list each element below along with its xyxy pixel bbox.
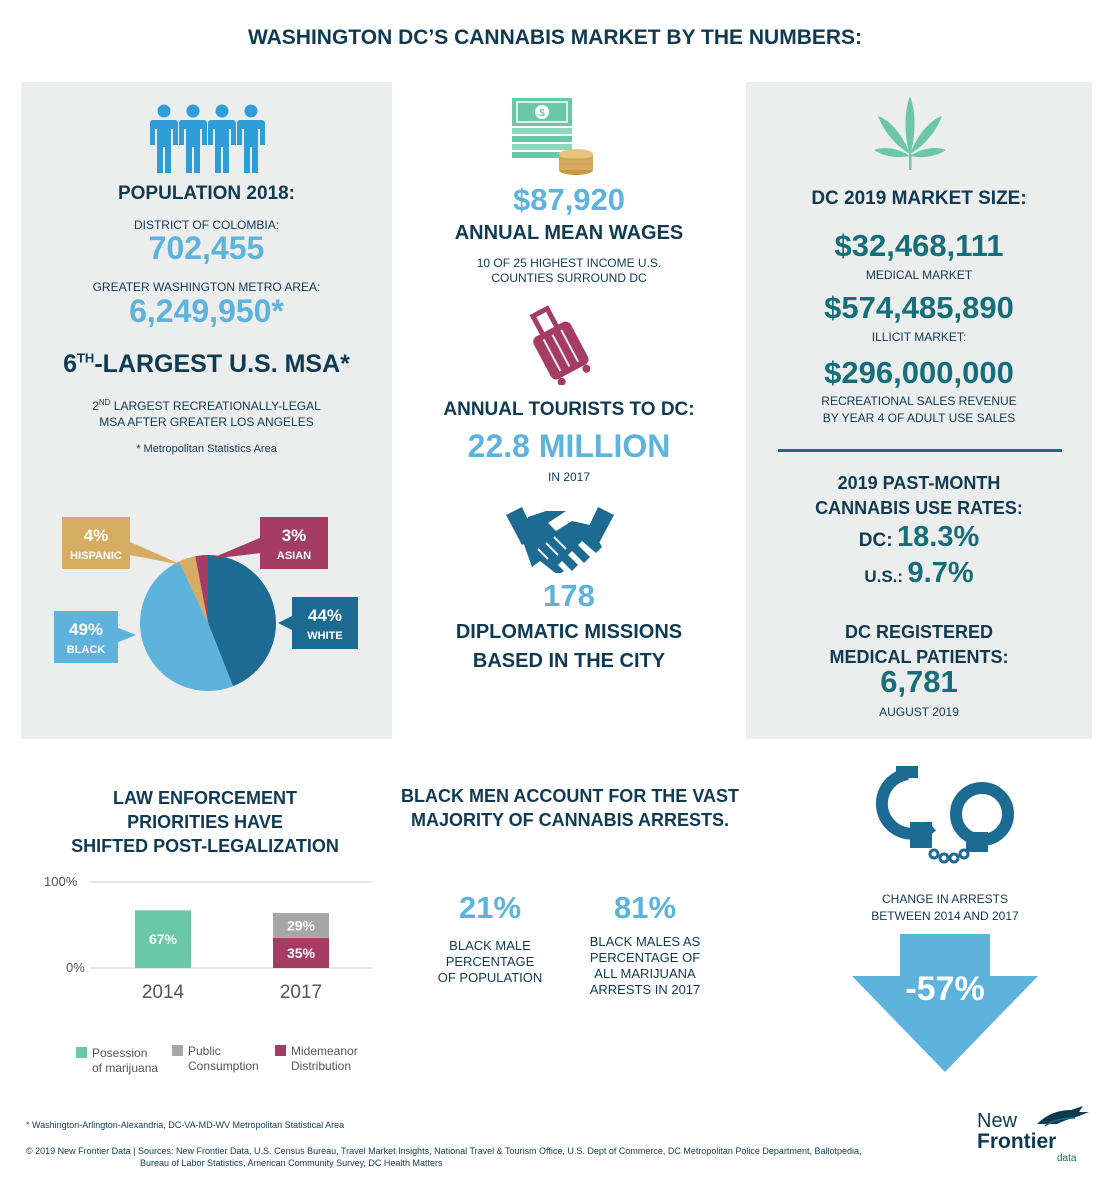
wages-note — [392, 256, 746, 286]
wages-label: ANNUAL MEAN WAGES — [454, 222, 684, 244]
cannabis-leaf-icon — [872, 94, 948, 172]
black-male-arrests-label — [570, 934, 720, 998]
black-male-arrests-value: 81% — [613, 890, 677, 925]
x-tick-2017: 2017 — [279, 982, 323, 1003]
market-divider — [778, 449, 1062, 452]
page-title: WASHINGTON DC’S CANNABIS MARKET BY THE NUMBERS: — [247, 26, 863, 49]
new-frontier-logo — [975, 1106, 1095, 1166]
change-label-2: BETWEEN 2014 AND 2017 — [871, 909, 1019, 923]
missions-label-2: BASED IN THE CITY — [472, 650, 666, 672]
ethnicity-pie-chart — [40, 505, 380, 720]
handcuffs-icon — [872, 762, 1024, 872]
logo-new: New — [977, 1110, 1018, 1132]
hispanic-name: HISPANIC — [70, 550, 122, 562]
us-label: U.S.: — [864, 567, 904, 586]
white-pct: 44% — [307, 606, 343, 625]
wages-value: $87,920 — [512, 182, 626, 217]
second-super: ND — [98, 398, 111, 407]
msa-rest: -LARGEST U.S. MSA* — [94, 350, 350, 378]
metro-value: 6,249,950* — [129, 293, 284, 329]
msa-prefix: 6 — [63, 350, 77, 378]
use-heading-1: 2019 PAST-MONTH — [837, 473, 1001, 493]
legend-posession-1: Posession — [92, 1046, 148, 1060]
logo-data: data — [1057, 1153, 1077, 1164]
second-prefix: 2 — [92, 399, 99, 413]
population-heading: POPULATION 2018: — [117, 183, 296, 204]
dc-use-rate — [746, 521, 1092, 554]
patients-value: 6,781 — [880, 664, 958, 699]
legend-swatch-public — [172, 1045, 183, 1056]
wages-note-1: 10 OF 25 HIGHEST INCOME U.S. — [476, 256, 662, 270]
asian-name: ASIAN — [276, 550, 312, 562]
black-pct: 49% — [68, 620, 104, 639]
legend-public-1: Public — [188, 1044, 221, 1058]
use-heading-2: CANNABIS USE RATES: — [815, 498, 1023, 518]
dc-value: 18.3% — [897, 521, 980, 553]
tourists-value: 22.8 MILLION — [467, 428, 671, 464]
patients-heading-1: DC REGISTERED — [844, 622, 994, 642]
y-tick-0: 0% — [66, 960, 85, 975]
pop-label-2: PERCENTAGE — [445, 954, 535, 969]
pie-label-white — [278, 597, 358, 649]
arr-label-4: ARRESTS IN 2017 — [589, 982, 701, 997]
patients-heading-2: MEDICAL PATIENTS: — [829, 647, 1009, 667]
arr-label-2: PERCENTAGE OF — [589, 950, 701, 965]
rec-value: $296,000,000 — [824, 355, 1014, 390]
change-label — [830, 891, 1060, 925]
white-name: WHITE — [307, 630, 343, 642]
bar-label-2014-series-0: 67% — [148, 931, 178, 948]
pop-label-1: BLACK MALE — [449, 938, 531, 953]
x-tick-2014: 2014 — [141, 982, 185, 1003]
law-heading — [40, 786, 370, 858]
arrests-heading-2: MAJORITY OF CANNABIS ARRESTS. — [410, 810, 730, 830]
legend-posession-2: of marijuana — [92, 1061, 159, 1075]
rec-label — [746, 393, 1092, 427]
legend-distribution-1: Midemeanor — [291, 1044, 358, 1058]
hispanic-pct: 4% — [83, 526, 109, 545]
change-value: -57% — [905, 970, 985, 1008]
us-value: 9.7% — [907, 557, 974, 589]
law-heading-2: PRIORITIES HAVE — [127, 812, 283, 832]
second-line2: MSA AFTER GREATER LOS ANGELES — [99, 415, 314, 429]
legend-swatch-distribution — [275, 1045, 286, 1056]
handshake-icon — [506, 503, 614, 573]
logo-frontier: Frontier — [977, 1130, 1057, 1153]
arr-label-3: ALL MARIJUANA — [594, 966, 696, 981]
medical-label: MEDICAL MARKET — [865, 268, 973, 282]
black-name: BLACK — [66, 644, 106, 656]
arrests-bar-chart — [40, 868, 380, 1088]
illicit-label: ILLICIT MARKET: — [871, 330, 967, 344]
footer-sources — [26, 1145, 926, 1169]
use-heading — [746, 471, 1092, 521]
arr-label-1: BLACK MALES AS — [589, 934, 701, 949]
district-label: DISTRICT OF COLOMBIA: — [133, 218, 280, 232]
rec-label-2: BY YEAR 4 OF ADULT USE SALES — [822, 411, 1016, 425]
patients-note: AUGUST 2019 — [879, 705, 959, 719]
asian-pct: 3% — [281, 526, 307, 545]
msa-super: TH — [76, 350, 95, 366]
horse-logo-icon — [1035, 1106, 1091, 1128]
law-heading-3: SHIFTED POST-LEGALIZATION — [71, 836, 339, 856]
svg-text:$: $ — [539, 108, 545, 119]
black-male-pop-value: 21% — [458, 890, 522, 925]
second-largest-note — [21, 395, 392, 430]
second-rest: LARGEST RECREATIONALLY-LEGAL — [110, 399, 321, 413]
legend — [76, 1044, 358, 1075]
people-icon — [150, 103, 268, 173]
footer-sources-1: © 2019 New Frontier Data | Sources: New Frontier Data, U.S. Census Bureau, Travel Market Insights, National Travel & Tourism Office, U.S. Dept of Commerce, DC Metropolitan Police Department, Ballotpedia, — [26, 1146, 862, 1156]
msa-footnote: * Metropolitan Statistics Area — [136, 443, 277, 455]
arrests-heading — [380, 784, 760, 832]
legend-public-2: Consumption — [188, 1059, 259, 1073]
us-use-rate — [746, 557, 1092, 590]
pop-label-3: OF POPULATION — [437, 970, 543, 985]
arrests-heading-1: BLACK MEN ACCOUNT FOR THE VAST — [401, 786, 739, 806]
missions-label — [392, 618, 746, 676]
metro-label: GREATER WASHINGTON METRO AREA: — [92, 280, 321, 294]
change-label-1: CHANGE IN ARRESTS — [881, 892, 1009, 906]
footer-note: * Washington-Arlington-Alexandria, DC-VA-MD-WV Metropolitan Statistical Area — [26, 1120, 345, 1130]
legend-swatch-posession — [76, 1047, 87, 1058]
msa-rank — [21, 350, 392, 379]
district-value: 702,455 — [148, 230, 265, 266]
black-male-pop-label — [420, 938, 560, 986]
patients-heading — [746, 620, 1092, 670]
market-heading: DC 2019 MARKET SIZE: — [811, 188, 1027, 209]
legend-distribution-2: Distribution — [291, 1059, 352, 1073]
law-heading-1: LAW ENFORCEMENT — [113, 788, 297, 808]
wages-note-2: COUNTIES SURROUND DC — [491, 271, 647, 285]
rec-label-1: RECREATIONAL SALES REVENUE — [821, 394, 1017, 408]
footer-sources-2: Bureau of Labor Statistics, American Community Survey, DC Health Matters — [140, 1158, 443, 1168]
dc-label: DC: — [858, 530, 893, 551]
tourists-note: IN 2017 — [547, 470, 591, 484]
illicit-value: $574,485,890 — [824, 290, 1014, 325]
tourists-label: ANNUAL TOURISTS TO DC: — [443, 399, 695, 420]
pie-label-hispanic — [62, 517, 182, 569]
money-icon — [508, 96, 596, 180]
y-tick-100: 100% — [44, 874, 78, 889]
bar-label-2017-series-2: 35% — [286, 944, 316, 961]
luggage-icon — [520, 303, 598, 385]
missions-label-1: DIPLOMATIC MISSIONS — [455, 621, 683, 643]
medical-value: $32,468,111 — [834, 228, 1004, 263]
missions-value: 178 — [543, 578, 595, 613]
bar-label-2017-series-1: 29% — [286, 917, 316, 934]
pie-label-black — [54, 611, 136, 663]
